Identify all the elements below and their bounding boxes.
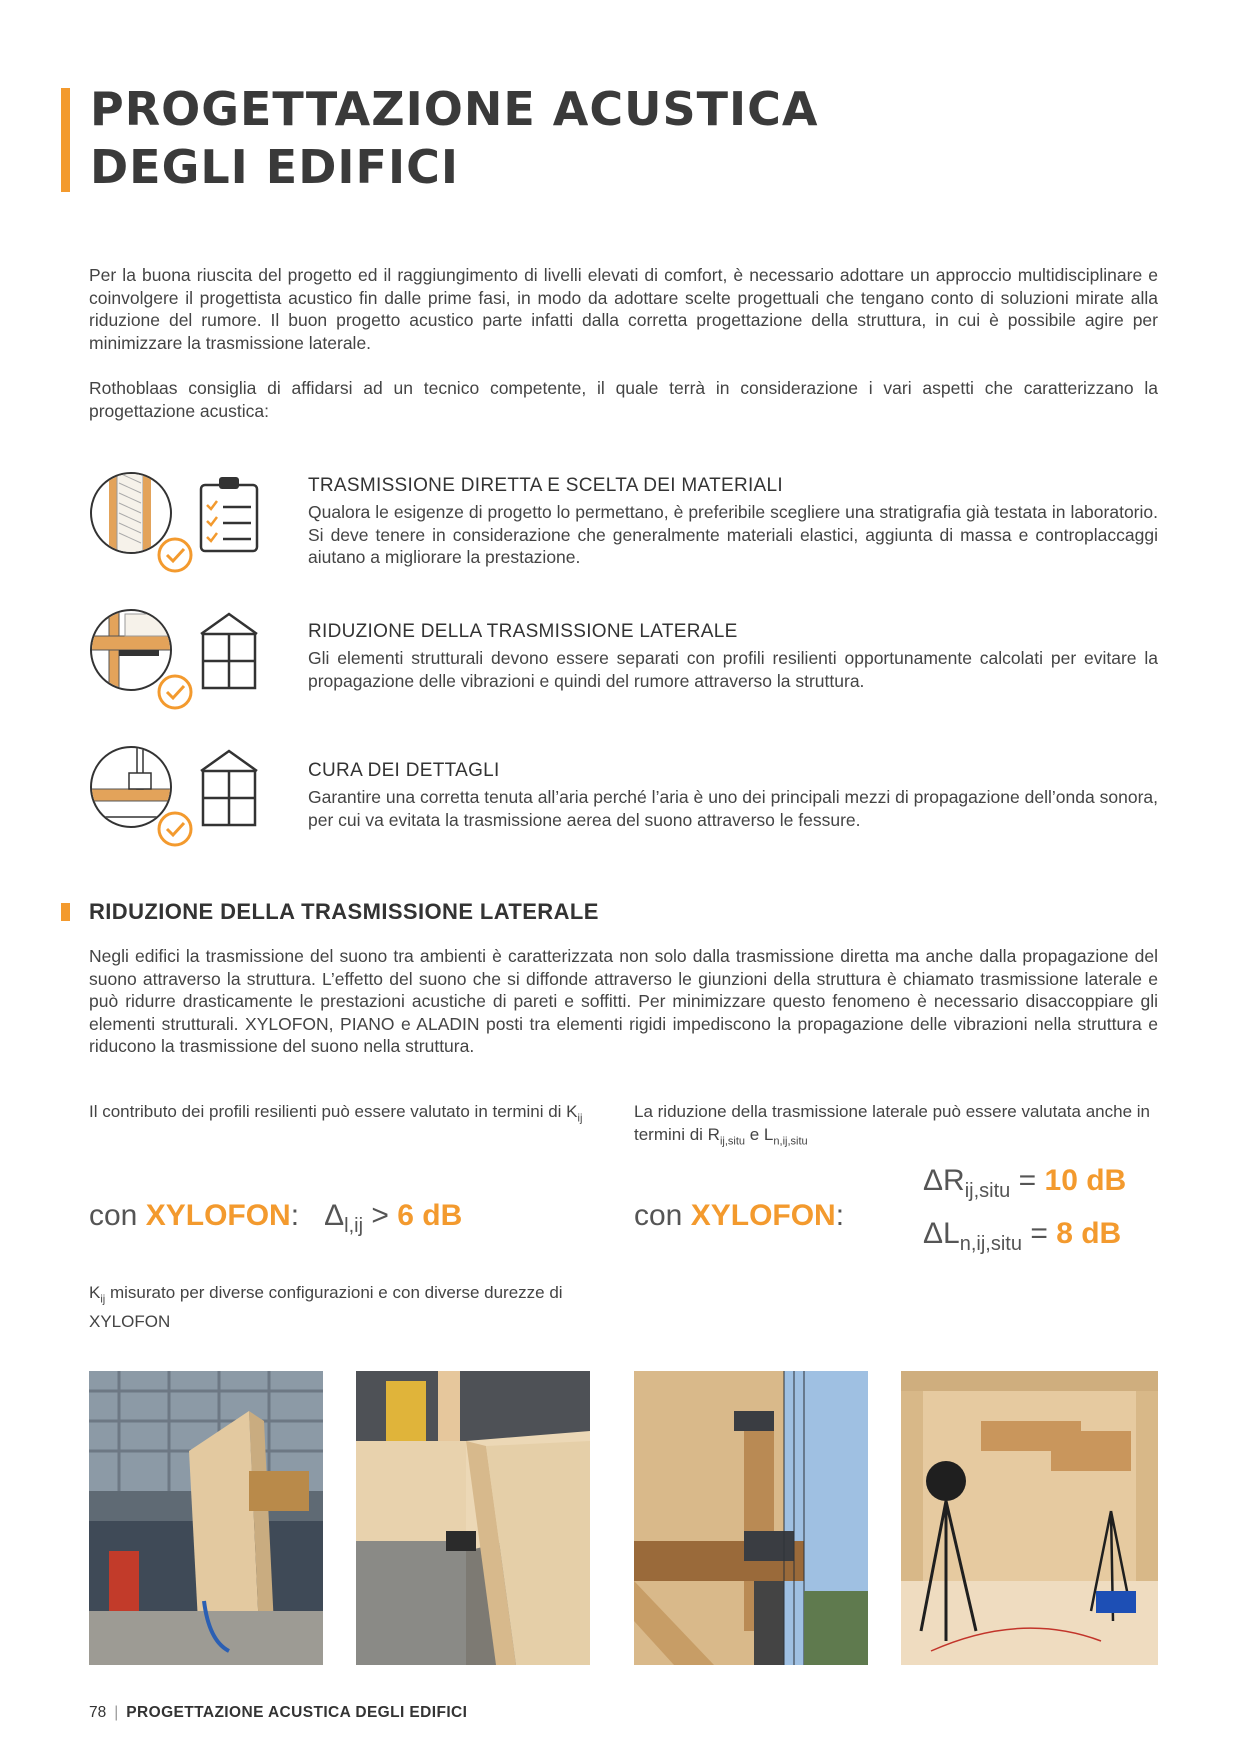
feature-3-text: Garantire una corretta tenuta all’aria perché l’aria è uno dei principali mezzi di propagazione dell’onda sonora, per cui va evitata la trasmissione aerea del suono attraverso le fessure.	[308, 787, 1158, 830]
junction-section-icon	[89, 600, 267, 710]
right-formula-1-op: =	[1018, 1164, 1037, 1197]
left-formula-prefix: con	[89, 1199, 146, 1232]
right-formula-2-sub: n,ij,situ	[959, 1233, 1022, 1255]
window-detail-icon	[89, 737, 267, 847]
house-icon	[201, 751, 257, 825]
title-accent-bar	[61, 88, 70, 192]
right-formula-product: XYLOFON	[690, 1199, 836, 1232]
left-intro-sub: ij	[577, 1112, 583, 1125]
left-formula-value: 6 dB	[397, 1199, 463, 1232]
right-formula-1-symbol: ΔR	[923, 1164, 965, 1197]
left-formula-sub: l,ij	[344, 1215, 364, 1237]
right-intro-text: La riduzione della trasmissione laterale può essere valutata anche in termini di R	[634, 1102, 1150, 1144]
right-formula-1-value: 10 dB	[1044, 1164, 1127, 1197]
right-formula-prefix: con	[634, 1199, 691, 1232]
check-badge-icon	[159, 539, 191, 571]
right-formula-label	[634, 1199, 844, 1233]
right-formula-1-sub: ij,situ	[964, 1180, 1011, 1202]
photo-clt-facade-exterior	[634, 1371, 868, 1665]
feature-1-text: Qualora le esigenze di progetto lo permettano, è preferibile scegliere una stratigrafia già testata in laboratorio. Si deve tenere in considerazione che generalmente materiali elastici, aggiunta di massa e controplaccaggi aiutano a migliorare la prestazione.	[308, 502, 1158, 567]
feature-3-icons	[89, 737, 267, 835]
right-intro-sub-2: n,ij,situ	[773, 1134, 808, 1147]
right-intro-mid: e L	[745, 1124, 774, 1144]
right-formula-1	[923, 1164, 1126, 1203]
feature-3-heading: CURA DEI DETTAGLI	[308, 760, 500, 781]
footer-separator: |	[114, 1704, 119, 1721]
section-body: Negli edifici la trasmissione del suono tra ambienti è caratterizzata non solo dalla trasmissione diretta ma anche dalla propagazione del suono attraverso la struttura. L’effetto del suono che si diffonde attraverso le giunzioni della struttura è chiamato trasmissione laterale e può ridurre drasticamente le prestazioni acustiche di pareti e soffitti. Per minimizzare questo fenomeno è necessario disaccoppiare gli elementi strutturali. XYLOFON, PIANO e ALADIN posti tra elementi rigidi impediscono la propagazione delle vibrazioni nella struttura e riducono la trasmissione del suono nella struttura.	[89, 946, 1158, 1056]
page-number: 78	[89, 1704, 107, 1721]
check-badge-icon	[159, 676, 191, 708]
right-formula-2-op: =	[1030, 1217, 1048, 1250]
feature-1-icons	[89, 463, 267, 561]
check-badge-icon	[159, 813, 191, 845]
page-footer	[89, 1704, 467, 1722]
left-note-text: misurato per diverse configurazioni e con diverse durezze di XYLOFON	[89, 1283, 563, 1331]
section-accent-marker	[61, 903, 70, 921]
section-heading: RIDUZIONE DELLA TRASMISSIONE LATERALE	[89, 899, 599, 924]
photo-clt-panels-junction	[356, 1371, 590, 1665]
right-intro-sub-1: ij,situ	[719, 1134, 746, 1147]
right-formula-2	[923, 1217, 1121, 1256]
left-note	[89, 1282, 579, 1333]
left-note-sub: ij	[100, 1293, 106, 1306]
page-title-line-1: PROGETTAZIONE ACUSTICA	[90, 82, 819, 136]
footer-label: PROGETTAZIONE ACUSTICA DEGLI EDIFICI	[126, 1704, 468, 1721]
intro-paragraph-2: Rothoblaas consiglia di affidarsi ad un tecnico competente, il quale terrà in considerazione i vari aspetti che caratterizzano la progettazione acustica:	[89, 378, 1158, 421]
feature-2-icons	[89, 600, 267, 698]
feature-2-heading: RIDUZIONE DELLA TRASMISSIONE LATERALE	[308, 621, 738, 642]
left-formula-symbol: Δ	[324, 1199, 345, 1232]
page-title-line-2: DEGLI EDIFICI	[90, 140, 459, 194]
left-formula	[89, 1199, 462, 1238]
left-formula-op: >	[371, 1199, 389, 1232]
right-intro	[634, 1101, 1158, 1152]
feature-1-heading: TRASMISSIONE DIRETTA E SCELTA DEI MATERIALI	[308, 475, 783, 496]
left-intro-text: Il contributo dei profili resilienti può essere valutato in termini di K	[89, 1102, 578, 1121]
right-formula-colon: :	[835, 1199, 845, 1232]
left-intro	[89, 1101, 594, 1130]
photo-test-wall-workshop	[89, 1371, 323, 1665]
left-note-k: K	[89, 1283, 101, 1302]
page-title	[90, 80, 818, 196]
wall-section-icon	[89, 463, 267, 573]
left-formula-colon: :	[290, 1199, 300, 1232]
photo-acoustic-measurement-room	[901, 1371, 1158, 1665]
feature-2-text: Gli elementi strutturali devono essere separati con profili resilienti opportunamente calcolati per evitare la propagazione delle vibrazioni e quindi del rumore attraverso la struttura.	[308, 648, 1158, 691]
left-formula-product: XYLOFON	[145, 1199, 291, 1232]
house-icon	[201, 614, 257, 688]
right-formula-2-symbol: ΔL	[923, 1217, 960, 1250]
intro-paragraph-1: Per la buona riuscita del progetto ed il raggiungimento di livelli elevati di comfort, è necessario adottare un approccio multidisciplinare e coinvolgere il progettista acustico fin dalle prime fasi, in modo da adottare scelte progettuali che tengano conto di soluzioni mirate alla riduzione del rumore. Il buon progetto acustico parte infatti dalla corretta progettazione della struttura, in cui è possibile agire per minimizzare la trasmissione laterale.	[89, 265, 1158, 353]
right-formula-2-value: 8 dB	[1056, 1217, 1122, 1250]
